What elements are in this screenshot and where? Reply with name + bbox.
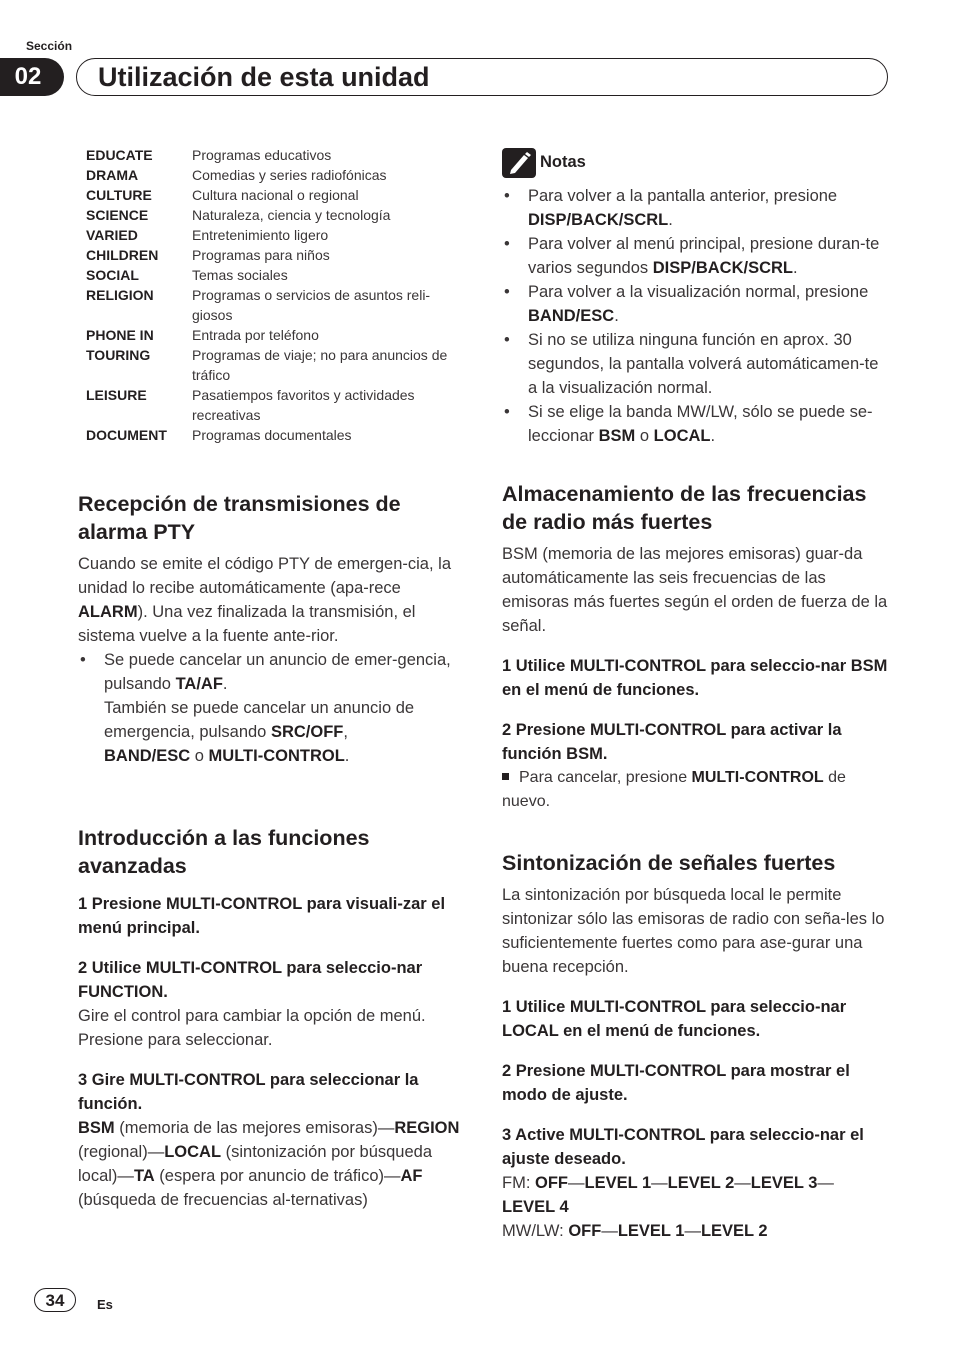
alarm-section [78,490,466,768]
pty-description: Programas de viaje; no para anuncios de tráfico [192,347,448,383]
pty-code: DRAMA [86,167,139,183]
table-row [86,145,462,165]
table-row [86,345,462,385]
advanced-step-3-text: BSM (memoria de las mejores emisoras)—REGION (regional)—LOCAL (sintonización por búsqueda local)—TA (espera por anuncio de tráfico)—AF (búsqueda de frecuencias al-ternativas) [78,1119,460,1209]
advanced-step-1: 1 Presione MULTI-CONTROL para visuali-zar el menú principal. [78,895,446,937]
pty-description: Cultura nacional o regional [192,187,359,203]
list-item: • Si no se utiliza ninguna función en aprox. 30 segundos, la pantalla volverá automáticamen-te a la visualización normal. [502,328,890,400]
pty-code: EDUCATE [86,147,153,163]
advanced-heading: Introducción a las funciones avanzadas [78,826,370,878]
local-step-2: 2 Presione MULTI-CONTROL para mostrar el modo de ajuste. [502,1062,850,1104]
pty-code: DOCUMENT [86,427,167,443]
local-step-3: 3 Active MULTI-CONTROL para seleccio-nar el ajuste deseado. [502,1126,864,1168]
pty-code: VARIED [86,227,138,243]
pty-code: LEISURE [86,387,147,403]
pty-code: RELIGION [86,287,154,303]
alarm-paragraph: Cuando se emite el código PTY de emergen-cia, la unidad lo recibe automáticamente (apa-rece ALARM). Una vez finalizada la transmisión, el sistema vuelve a la fuente ante-rior. [78,555,451,645]
bsm-heading: Almacenamiento de las frecuencias de radio más fuertes [502,482,867,534]
table-row [86,325,462,345]
list-item: • Para volver a la pantalla anterior, presione DISP/BACK/SCRL. [502,184,890,232]
pty-code: TOURING [86,347,151,363]
local-heading: Sintonización de señales fuertes [502,851,836,875]
page-number: 34 [34,1288,76,1312]
bsm-intro: BSM (memoria de las mejores emisoras) guar-da automáticamente las seis frecuencias de las emisoras más fuertes según el orden de fuerza de la señal. [502,545,888,635]
bsm-step-2: 2 Presione MULTI-CONTROL para activar la función BSM. [502,721,842,763]
pty-code: SOCIAL [86,267,139,283]
notes-title: Notas [540,153,586,171]
bsm-step-1: 1 Utilice MULTI-CONTROL para seleccio-nar BSM en el menú de funciones. [502,657,888,699]
local-step-1: 1 Utilice MULTI-CONTROL para seleccio-nar LOCAL en el menú de funciones. [502,998,847,1040]
bsm-cancel-note: Para cancelar, presione MULTI-CONTROL de nuevo. [502,769,846,810]
table-row [86,245,462,265]
table-row [86,185,462,205]
advanced-step-2-text: Gire el control para cambiar la opción de menú. Presione para seleccionar. [78,1007,426,1049]
local-fm-levels: FM: OFF—LEVEL 1—LEVEL 2—LEVEL 3— LEVEL 4 [502,1174,834,1216]
pty-code: CULTURE [86,187,152,203]
local-mw-levels: MW/LW: OFF—LEVEL 1—LEVEL 2 [502,1222,768,1240]
pty-code: PHONE IN [86,327,154,343]
list-item: • Si se elige la banda MW/LW, sólo se puede se-leccionar BSM o LOCAL. [502,400,890,448]
table-row [86,165,462,185]
alarm-heading: Recepción de transmisiones de alarma PTY [78,492,401,544]
notes-section [502,184,890,448]
alarm-bullets [78,648,466,768]
pty-table [86,145,462,445]
notes-list [502,184,890,448]
pty-description: Temas sociales [192,267,288,283]
list-item: • Se puede cancelar un anuncio de emer-gencia, pulsando TA/AF. También se puede cancelar un anuncio de emergencia, pulsando SRC/OFF, BAND/ESC o MULTI-CONTROL. [78,648,466,768]
table-row [86,285,462,325]
pty-description: Programas para niños [192,247,330,263]
table-row [86,385,462,425]
language-label: Es [97,1297,113,1312]
square-bullet-icon [502,773,509,780]
bsm-section [502,480,890,814]
list-item: • Para volver a la visualización normal, presione BAND/ESC. [502,280,890,328]
pty-code: CHILDREN [86,247,159,263]
pty-description: Programas educativos [192,147,332,163]
list-item: • Para volver al menú principal, presione duran-te varios segundos DISP/BACK/SCRL. [502,232,890,280]
advanced-step-3: 3 Gire MULTI-CONTROL para seleccionar la función. [78,1071,419,1113]
pty-code: SCIENCE [86,207,149,223]
section-label: Sección [26,39,73,53]
notes-pencil-icon [502,148,536,178]
local-intro: La sintonización por búsqueda local le permite sintonizar sólo las emisoras de radio con seña-les lo suficientemente fuertes como para ase-gurar una buena recepción. [502,886,885,976]
section-number-badge: 02 [0,58,64,96]
advanced-step-2: 2 Utilice MULTI-CONTROL para seleccio-nar FUNCTION. [78,959,423,1001]
pty-description: Pasatiempos favoritos y actividades recreativas [192,387,415,423]
table-row [86,265,462,285]
page-title: Utilización de esta unidad [98,62,430,92]
advanced-section [78,824,466,1212]
local-section [502,849,890,1243]
pty-table-container [86,145,462,445]
pty-description: Entretenimiento ligero [192,227,329,243]
pty-description: Comedias y series radiofónicas [192,167,387,183]
pty-description: Entrada por teléfono [192,327,319,343]
table-row [86,205,462,225]
pty-description: Programas documentales [192,427,352,443]
pty-description: Naturaleza, ciencia y tecnología [192,207,391,223]
table-row [86,425,462,445]
table-row [86,225,462,245]
pty-description: Programas o servicios de asuntos reli-giosos [192,287,431,323]
